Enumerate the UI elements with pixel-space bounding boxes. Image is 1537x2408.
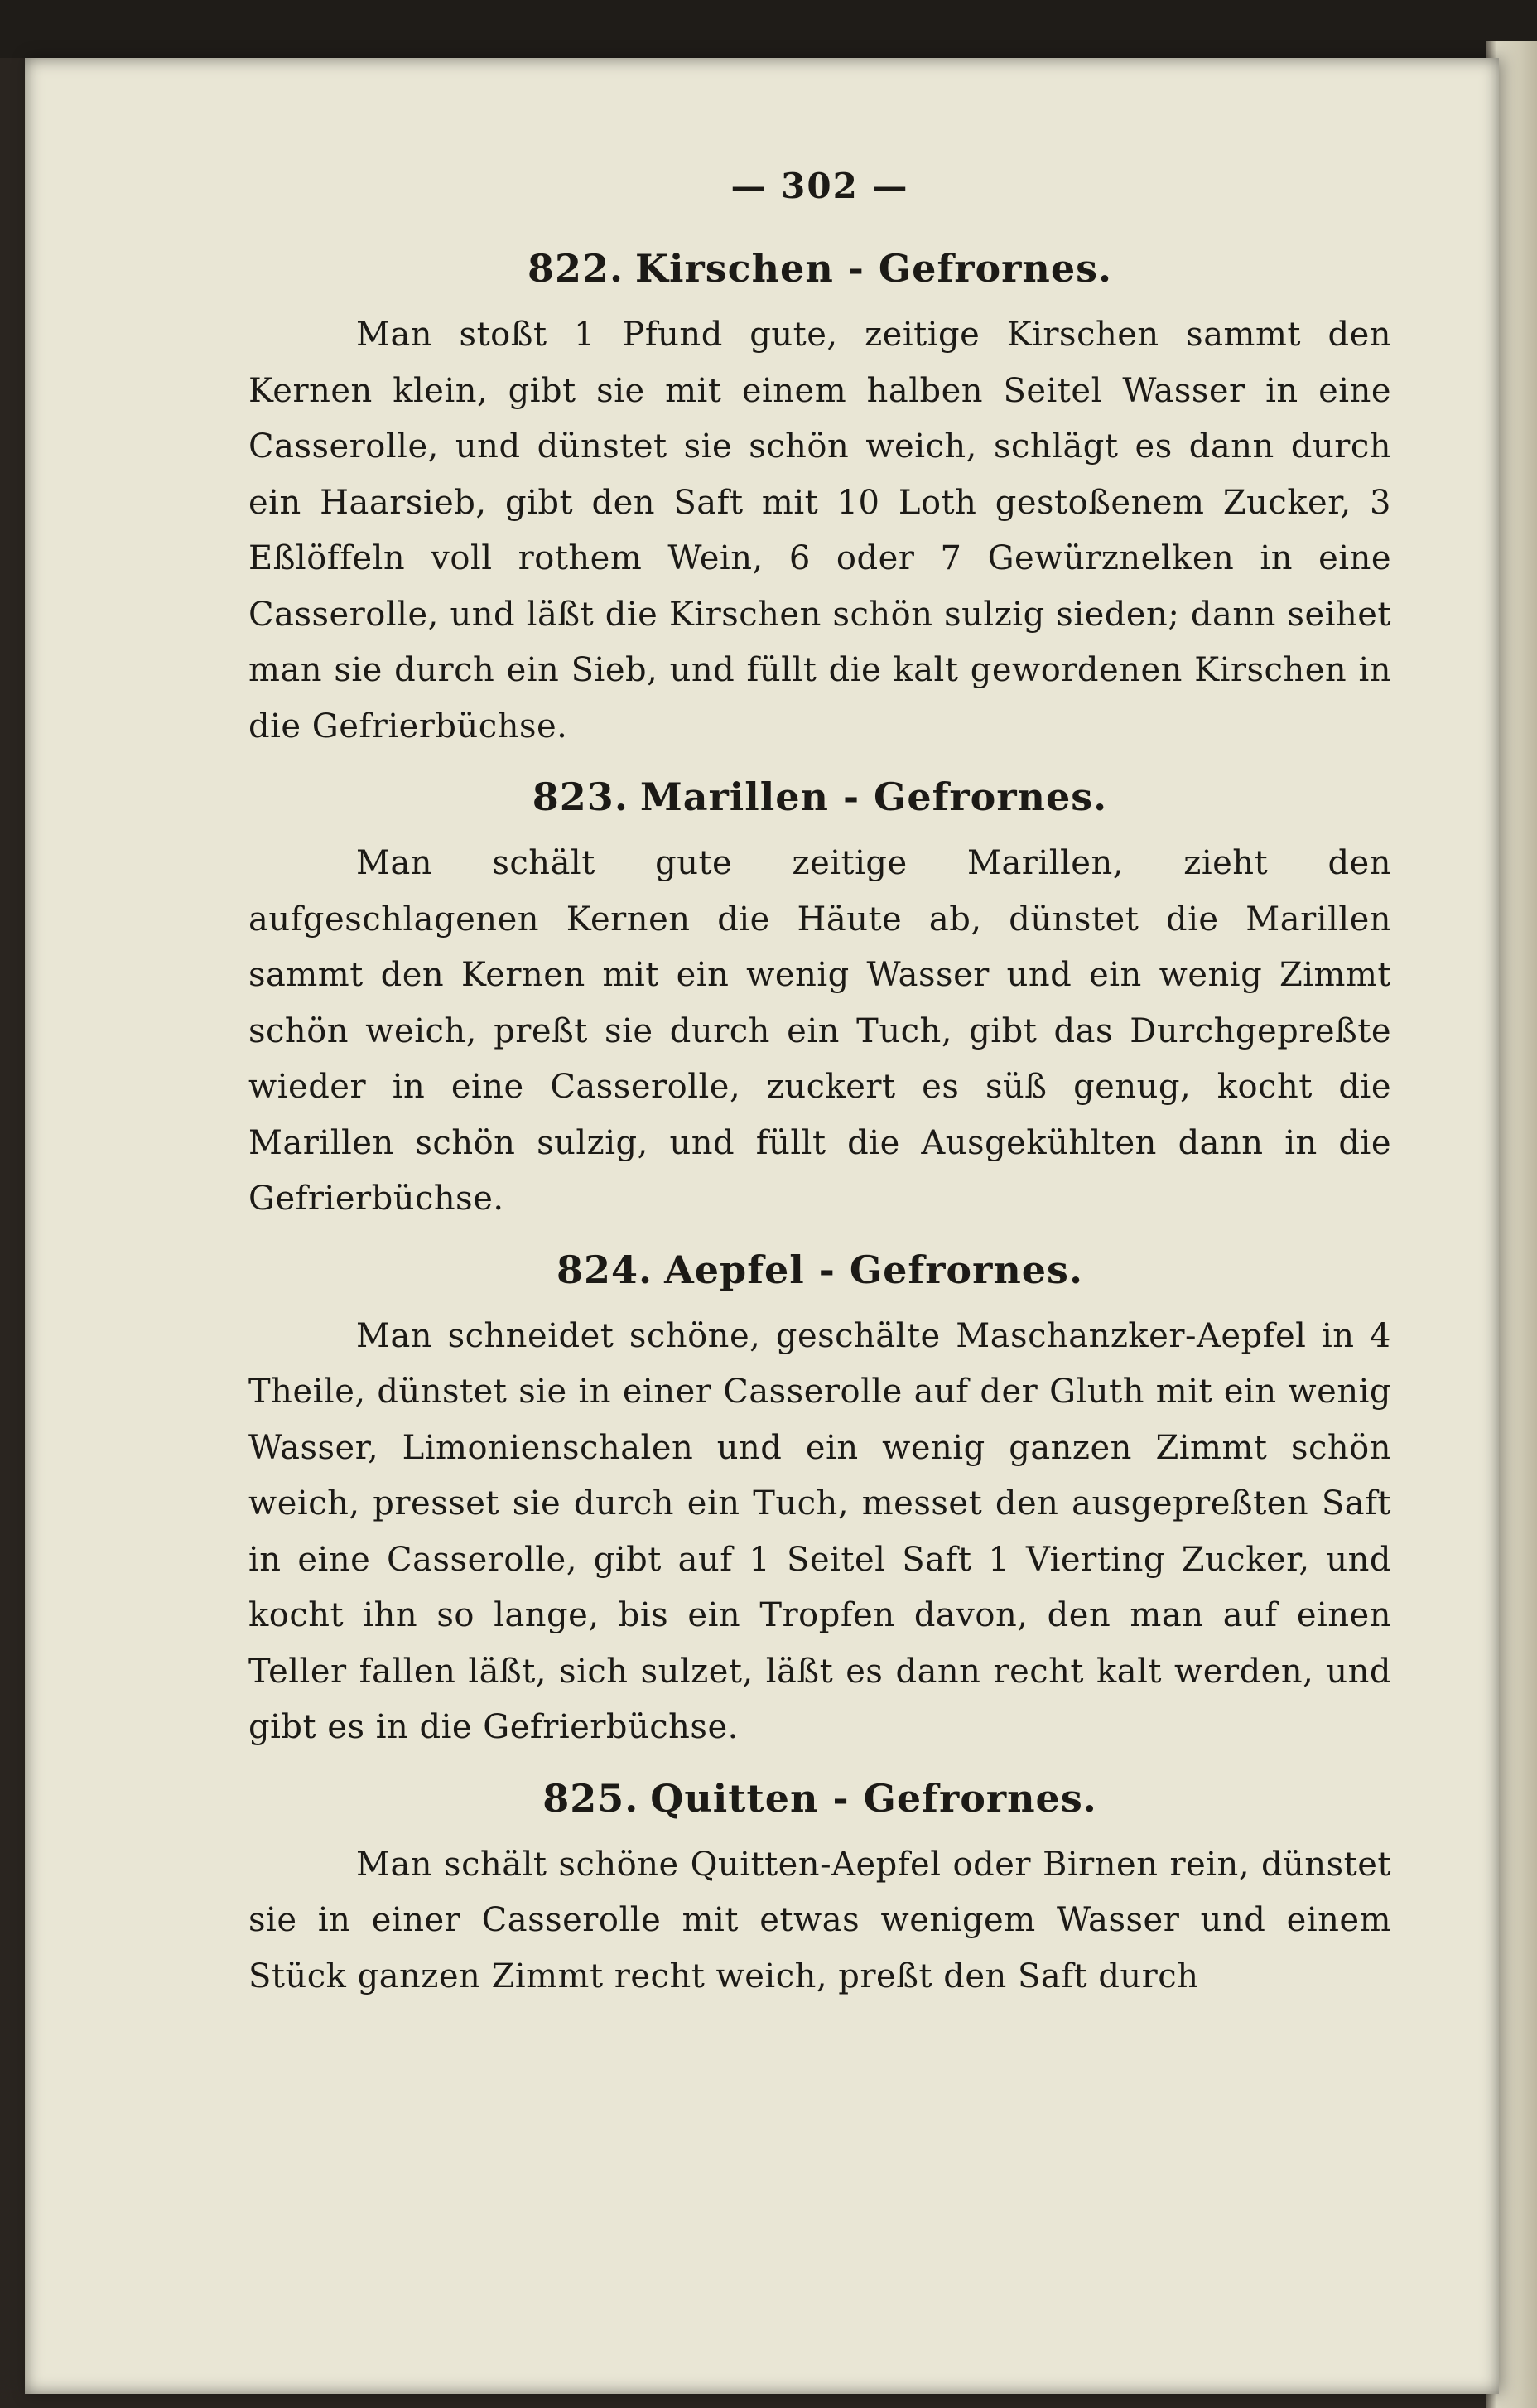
recipe-number: 823. [532,775,629,819]
recipe-title [248,246,1391,291]
recipe-text: Man schält gute zeitige Marillen, zieht den aufgeschlagenen Kernen die Häute ab, dünstet die Marillen sammt den Kernen mit ein wenig Wasser und ein wenig Zimmt schön weich, preßt sie durch ein Tuch, gibt das Durchgepreßte wieder in eine Casserolle, zuckert es süß genug, kocht die Marillen schön sulzig, und füllt die Ausgekühlten dann in die Gefrierbüchse. [248,844,1391,1218]
page-number: — 302 — [730,166,909,206]
recipe-text: Man schält schöne Quitten-Aepfel oder Birnen rein, dünstet sie in einer Casserolle mit etwas wenigem Wasser und einem Stück ganzen Zimmt recht weich, preßt den Saft durch [248,1845,1391,1995]
page-content [248,166,1391,2024]
recipe-title [248,1776,1391,1821]
recipe-number: 825. [542,1775,639,1821]
recipe-name: Kirschen - Gefrornes. [635,246,1113,291]
recipe-title [248,1247,1391,1292]
book-page [25,58,1499,2394]
scan-background [0,0,1537,58]
recipe-822 [248,246,1391,755]
recipe-824 [248,1247,1391,1756]
recipe-825 [248,1776,1391,2005]
recipe-text: Man schneidet schöne, geschälte Maschanzker-Aepfel in 4 Theile, dünstet sie in einer Casserolle auf der Gluth mit ein wenig Wasser, Limonienschalen und ein wenig ganzen Zimmt schön weich, presset sie durch ein Tuch, messet den ausgepreßten Saft in eine Casserolle, gibt auf 1 Seitel Saft 1 Vierting Zucker, und kocht ihn so lange, bis ein Tropfen davon, den man auf einen Teller fallen läßt, sich sulzet, läßt es dann recht kalt werden, und gibt es in die Gefrierbüchse. [248,1316,1391,1746]
recipe-823 [248,775,1391,1228]
recipe-title [248,775,1391,819]
recipe-name: Aepfel - Gefrornes. [664,1247,1083,1292]
recipe-name: Marillen - Gefrornes. [639,775,1108,819]
recipe-name: Quitten - Gefrornes. [650,1775,1097,1821]
recipe-number: 822. [527,246,624,291]
recipe-text: Man stoßt 1 Pfund gute, zeitige Kirschen sammt den Kernen klein, gibt sie mit einem halben Seitel Wasser in eine Casserolle, und dünstet sie schön weich, schlägt es dann durch ein Haarsieb, gibt den Saft mit 10 Loth gestoßenem Zucker, 3 Eßlöffeln voll rothem Wein, 6 oder 7 Gewürznelken in eine Casserolle, und läßt die Kirschen schön sulzig sieden; dann seihet man sie durch ein Sieb, und füllt die kalt gewordenen Kirschen in die Gefrierbüchse. [248,316,1391,746]
recipe-number: 824. [556,1247,653,1292]
